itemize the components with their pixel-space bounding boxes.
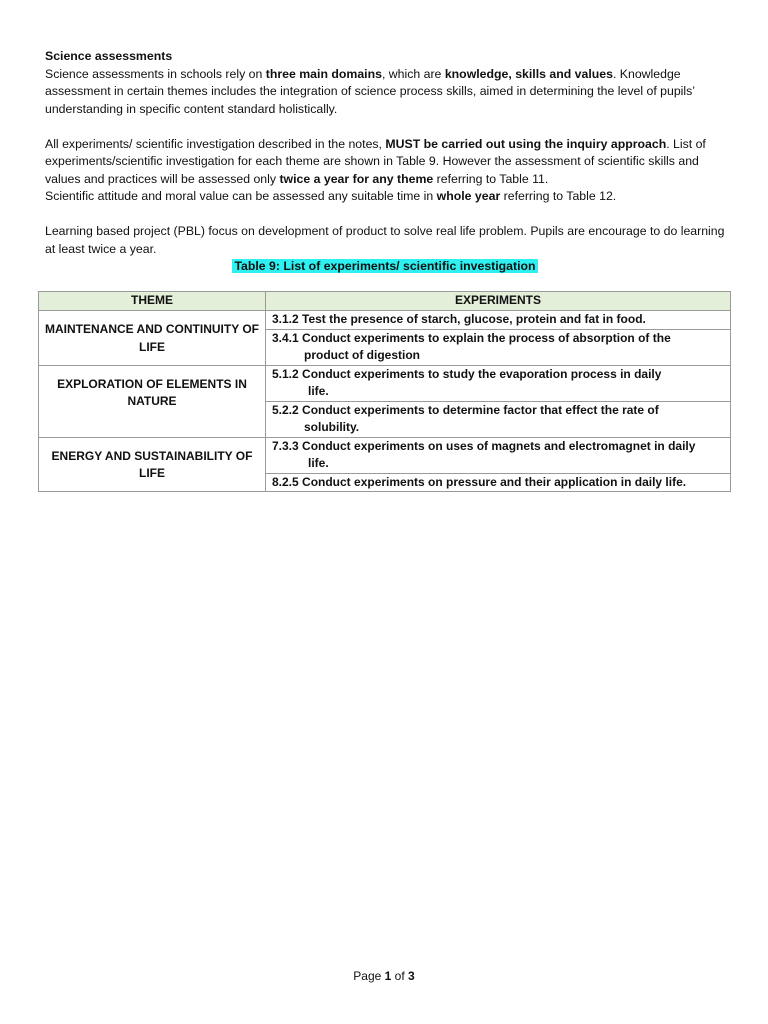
experiment-cell [266, 473, 731, 492]
experiment-text-continued: solubility. [304, 420, 360, 434]
body-text [45, 48, 725, 276]
experiment-text: 3.4.1 Conduct experiments to explain the process of absorption of the [272, 330, 671, 345]
section-heading: Science assessments [45, 49, 173, 63]
paragraph-domains [45, 66, 725, 119]
experiment-cell [266, 365, 731, 401]
table-caption: Table 9: List of experiments/ scientific investigation [234, 259, 536, 273]
experiment-text: 7.3.3 Conduct experiments on uses of magnets and electromagnet in daily [272, 438, 696, 453]
experiment-text-continued: life. [308, 456, 329, 470]
text-run: referring to Table 12. [500, 189, 617, 203]
current-page-number: 1 [384, 969, 392, 983]
experiment-text: 5.2.2 Conduct experiments to determine factor that effect the rate of [272, 402, 659, 417]
bold-text-run: knowledge, skills and values [444, 66, 613, 81]
of-word: of [394, 969, 405, 983]
bold-text-run: whole year [436, 189, 501, 203]
theme-cell: MAINTENANCE AND CONTINUITY OF LIFE [39, 311, 266, 366]
table-row [39, 365, 731, 401]
experiments-table [38, 291, 731, 492]
table-header-experiments: EXPERIMENTS [266, 292, 731, 311]
bold-text-run: MUST be carried out using the inquiry approach [385, 136, 667, 151]
text-run: , which are [381, 66, 445, 81]
experiment-cell [266, 437, 731, 473]
table-row [39, 437, 731, 473]
experiment-text: 3.1.2 Test the presence of starch, glucose, protein and fat in food. [272, 312, 646, 326]
total-pages-number: 3 [408, 969, 415, 983]
bold-text-run: twice a year for any theme [279, 171, 434, 186]
table-row [39, 311, 731, 330]
page-footer [0, 969, 768, 983]
theme-cell: EXPLORATION OF ELEMENTS IN NATURE [39, 365, 266, 437]
experiment-text: 5.1.2 Conduct experiments to study the evaporation process in daily [272, 366, 662, 381]
text-run: Science assessments in schools rely on [45, 66, 266, 81]
text-run: . Knowledge assessment in certain themes includes the integration of science process skills, aimed in determining the level of pupils’ understanding in specific content standard holistically. [45, 66, 695, 116]
experiment-cell [266, 401, 731, 437]
experiment-cell [266, 311, 731, 330]
paragraph-attitude [45, 188, 725, 206]
text-run: . List of experiments/scientific investigation for each theme are shown in Table 9. However the assessment of scientific skills and values and practices will be assessed only [45, 136, 706, 186]
table-header-theme: THEME [39, 292, 266, 311]
bold-text-run: three main domains [265, 66, 382, 81]
experiment-text: 8.2.5 Conduct experiments on pressure and their application in daily life. [272, 474, 687, 489]
experiment-cell [266, 329, 731, 365]
theme-cell: ENERGY AND SUSTAINABILITY OF LIFE [39, 437, 266, 492]
experiment-text-continued: product of digestion [304, 348, 420, 362]
paragraph-experiments [45, 136, 725, 189]
experiment-text-continued: life. [308, 384, 329, 398]
text-run: Scientific attitude and moral value can be assessed any suitable time in [45, 189, 437, 203]
page-word: Page [353, 969, 382, 983]
text-run: All experiments/ scientific investigation described in the notes, [45, 136, 386, 151]
paragraph-pbl: Learning based project (PBL) focus on development of product to solve real life problem. Pupils are encourage to do learning at least twice a year. [45, 224, 725, 256]
text-run: referring to Table 11. [433, 171, 549, 186]
